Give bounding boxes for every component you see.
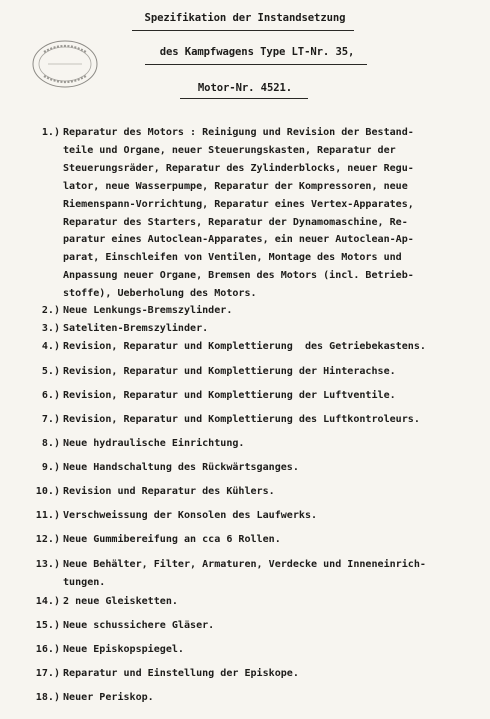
archive-stamp [30,38,100,90]
item-text-line: Reparatur und Einstellung der Episkope. [63,668,299,679]
list-item [20,363,480,381]
item-text-line: parat, Einschleifen von Ventilen, Montage des Motors und [63,252,402,264]
item-number: 16.) [35,644,60,655]
item-text [63,124,483,303]
item-number: 17.) [35,668,60,679]
item-text-line: 2 neue Gleisketten. [63,596,178,607]
list-item [20,507,480,525]
list-item [20,387,480,405]
item-text [63,387,483,405]
item-text-line: tungen. [63,576,106,588]
item-text-line: Neue Lenkungs-Bremszylinder. [63,305,233,316]
item-number: 9.) [41,462,60,473]
item-text-line: Steuerungsräder, Reparatur des Zylinderblocks, neuer Regu- [63,162,414,174]
item-number: 13.) [35,559,60,570]
title-underline [132,30,354,31]
item-text-line: Sateliten-Bremszylinder. [63,323,209,334]
item-number: 18.) [35,692,60,703]
item-number: 2.) [41,305,60,316]
item-text-line: paratur eines Autoclean-Apparates, ein neuer Autoclean-Ap- [63,234,414,246]
item-text [63,435,483,453]
item-text-line: Revision und Reparatur des Kühlers. [63,486,275,497]
item-number: 4.) [41,341,60,352]
item-number: 8.) [41,438,60,449]
list-item [20,320,480,338]
item-text-line: Neue Episkopspiegel. [63,644,184,655]
item-number: 7.) [41,414,60,425]
subtitle-underline [145,64,367,65]
item-text [63,531,483,549]
list-item [20,665,480,683]
list-item [20,531,480,549]
list-item [20,641,480,659]
list-item [20,411,480,429]
item-text [63,665,483,683]
item-text [63,483,483,501]
item-text [63,641,483,659]
item-text [63,689,483,707]
item-number: 5.) [41,366,60,377]
item-text [63,593,483,611]
item-text-line: Reparatur des Starters, Reparatur der Dynamomaschine, Re- [63,216,408,228]
item-text-line: Neue Behälter, Filter, Armaturen, Verdecke und Inneneinrich- [63,559,426,570]
list-item [20,435,480,453]
item-text [63,338,483,356]
item-text [63,459,483,477]
list-item [20,483,480,501]
item-number: 1.) [41,127,60,138]
item-text-line: Revision, Reparatur und Komplettierung der Hinterachse. [63,366,396,377]
motor-underline [180,98,308,99]
item-text [63,363,483,381]
item-text-line: Revision, Reparatur und Komplettierung des Getriebekastens. [63,341,426,352]
item-number: 11.) [35,510,60,521]
item-number: 12.) [35,534,60,545]
item-number: 6.) [41,390,60,401]
item-text-line: Neuer Periskop. [63,692,154,703]
item-text-line: Anpassung neuer Organe, Bremsen des Motors (incl. Betrieb- [63,270,414,282]
item-text-line: Riemenspann-Vorrichtung, Reparatur eines Vertex-Apparates, [63,198,414,210]
document-title: Spezifikation der Instandsetzung [144,12,346,24]
item-text-line: Neue schussichere Gläser. [63,620,215,631]
item-number: 15.) [35,620,60,631]
item-text-line: Revision, Reparatur und Komplettierung des Luftkontroleurs. [63,414,420,425]
item-number: 10.) [35,486,60,497]
item-number: 3.) [41,323,60,334]
list-item [20,124,480,303]
item-text-line: Revision, Reparatur und Komplettierung der Luftventile. [63,390,396,401]
item-text-line: lator, neue Wasserpumpe, Reparatur der Kompressoren, neue [63,180,408,192]
list-item [20,593,480,611]
item-text-line: Reparatur des Motors : Reinigung und Revision der Bestand- [63,127,414,138]
list-item [20,459,480,477]
item-text [63,302,483,320]
item-text-line: Neue Gummibereifung an cca 6 Rollen. [63,534,281,545]
list-item [20,689,480,707]
item-text [63,617,483,635]
list-item [20,617,480,635]
item-text [63,556,483,592]
motor-number: Motor-Nr. 4521. [197,82,293,94]
list-item [20,556,480,592]
archive-stamp-seal [30,38,100,90]
item-text [63,507,483,525]
list-item [20,302,480,320]
item-text-line: Verschweissung der Konsolen des Laufwerks. [63,510,318,521]
item-text-line: stoffe), Ueberholung des Motors. [63,288,257,300]
item-text-line: Neue hydraulische Einrichtung. [63,438,245,449]
item-text [63,320,483,338]
document-subtitle: des Kampfwagens Type LT-Nr. 35, [159,46,355,58]
item-number: 14.) [35,596,60,607]
item-text-line: teile und Organe, neuer Steuerungskasten, Reparatur der [63,144,396,156]
item-text [63,411,483,429]
list-item [20,338,480,356]
item-text-line: Neue Handschaltung des Rückwärtsganges. [63,462,299,473]
